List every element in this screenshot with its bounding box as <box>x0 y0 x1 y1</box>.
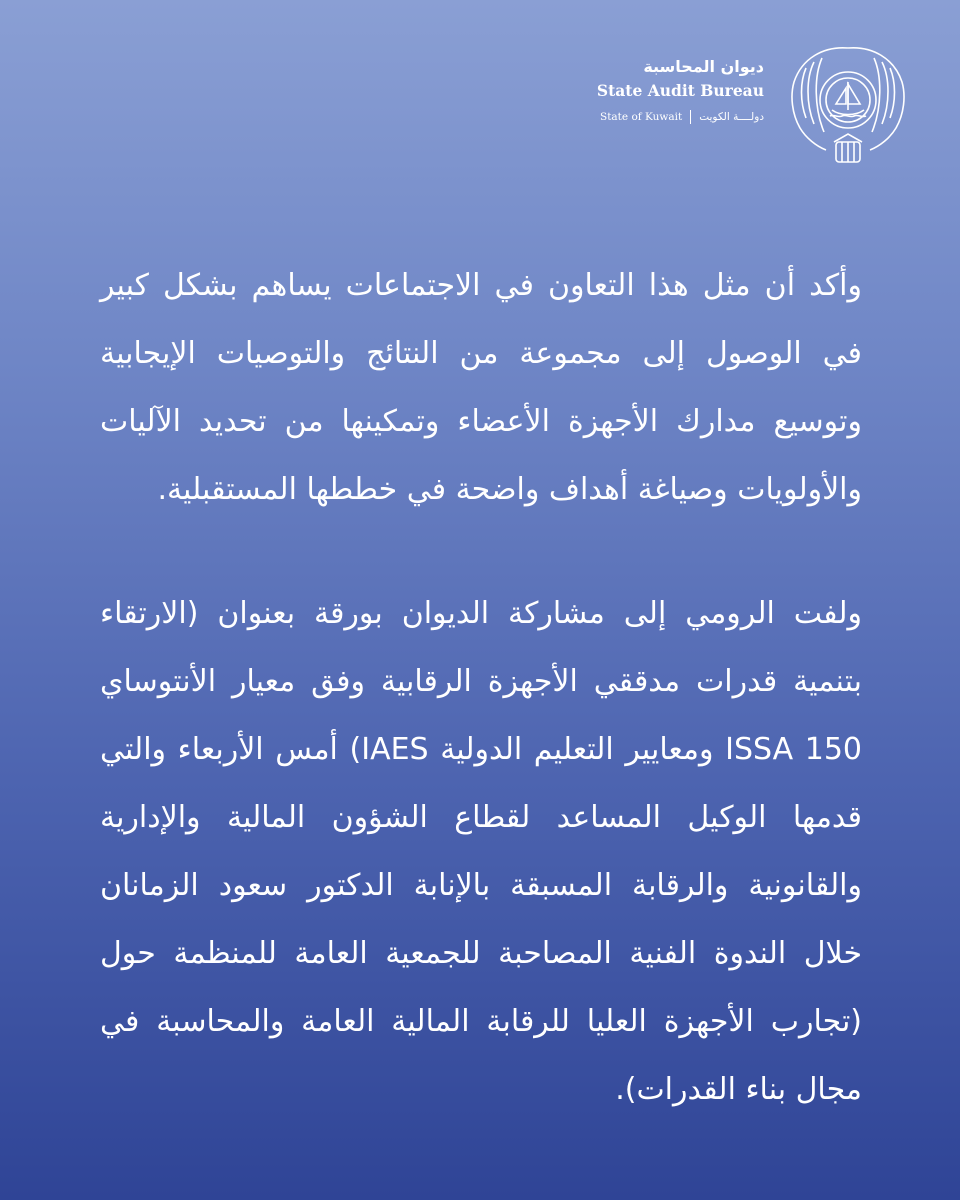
article-body <box>100 252 862 1124</box>
brand-name-english: State Audit Bureau <box>596 81 764 100</box>
country-arabic: دولــــة الكويت <box>699 111 764 123</box>
brand-country <box>597 110 764 124</box>
country-divider <box>690 110 691 124</box>
brand-name-arabic: ديوان المحاسبة <box>643 57 764 76</box>
paragraph-1: وأكد أن مثل هذا التعاون في الاجتماعات يساهم بشكل كبير في الوصول إلى مجموعة من النتائج والتوصيات الإيجابية وتوسيع مدارك الأجهزة الأعضاء وتمكينها من تحديد الآليات والأولويات وصياغة أهداف واضحة في خططها المستقبلية. <box>100 268 862 507</box>
header <box>492 38 912 178</box>
country-english: State of Kuwait <box>600 111 683 123</box>
paragraph-2: ولفت الرومي إلى مشاركة الديوان بورقة بعنوان (الارتقاء بتنمية قدرات مدققي الأجهزة الرقابية وفق معيار الأنتوساي ISSA 150 ومعايير التعليم الدولية IAES) أمس الأربعاء والتي قدمها الوكيل المساعد لقطاع الشؤون المالية والإدارية والقانونية والرقابة المسبقة بالإنابة الدكتور سعود الزمانان خلال الندوة الفنية المصاحبة للجمعية العامة للمنظمة حول (تجارب الأجهزة العليا للرقابة المالية العامة والمحاسبة في مجال بناء القدرات). <box>100 596 862 1107</box>
kuwait-emblem-icon <box>784 38 912 170</box>
brand-block <box>597 56 764 124</box>
